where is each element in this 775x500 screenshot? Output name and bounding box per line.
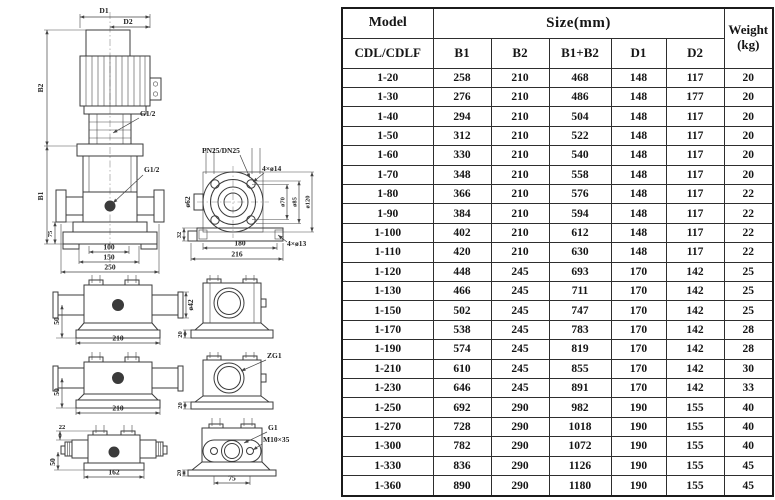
value-cell: 22 — [724, 204, 773, 223]
dim-b1-label: B1 — [36, 191, 45, 201]
value-cell: 245 — [491, 301, 549, 320]
value-cell: 190 — [611, 456, 666, 475]
value-cell: 348 — [433, 165, 491, 184]
value-cell: 245 — [491, 340, 549, 359]
value-cell: 20 — [724, 146, 773, 165]
g12-upper-label: G1/2 — [140, 109, 156, 118]
value-cell: 486 — [549, 87, 611, 106]
value-cell: 170 — [611, 262, 666, 281]
value-cell: 747 — [549, 301, 611, 320]
dimension-table — [341, 7, 774, 497]
dimension-table-container — [341, 7, 774, 497]
value-cell: 117 — [666, 204, 724, 223]
value-cell: 155 — [666, 476, 724, 496]
value-cell: 117 — [666, 107, 724, 126]
flange-plan-view — [176, 146, 314, 261]
table-row — [342, 126, 773, 145]
value-cell: 711 — [549, 281, 611, 300]
model-cell: 1-80 — [342, 184, 433, 203]
value-cell: 728 — [433, 417, 491, 436]
value-cell: 210 — [491, 87, 549, 106]
value-cell: 148 — [611, 243, 666, 262]
value-cell: 312 — [433, 126, 491, 145]
value-cell: 210 — [491, 107, 549, 126]
value-cell: 155 — [666, 456, 724, 475]
value-cell: 384 — [433, 204, 491, 223]
value-cell: 210 — [491, 184, 549, 203]
table-row — [342, 359, 773, 378]
v4-dim-75-label: 75 — [228, 473, 236, 483]
value-cell: 142 — [666, 301, 724, 320]
value-cell: 20 — [724, 107, 773, 126]
value-cell: 576 — [549, 184, 611, 203]
value-cell: 290 — [491, 456, 549, 475]
model-cell: 1-360 — [342, 476, 433, 496]
model-cell: 1-70 — [342, 165, 433, 184]
value-cell: 170 — [611, 301, 666, 320]
model-cell: 1-60 — [342, 146, 433, 165]
dim-100-label: 100 — [103, 242, 115, 252]
value-cell: 148 — [611, 223, 666, 242]
value-cell: 148 — [611, 146, 666, 165]
table-row — [342, 301, 773, 320]
value-cell: 45 — [724, 476, 773, 496]
value-cell: 783 — [549, 320, 611, 339]
value-cell: 142 — [666, 359, 724, 378]
value-cell: 30 — [724, 359, 773, 378]
value-cell: 28 — [724, 320, 773, 339]
table-row — [342, 398, 773, 417]
value-cell: 245 — [491, 281, 549, 300]
value-cell: 1180 — [549, 476, 611, 496]
v4-dim-22-label: 22 — [58, 424, 66, 431]
dim-32-label: 32 — [176, 231, 183, 239]
value-cell: 20 — [724, 165, 773, 184]
value-cell: 142 — [666, 262, 724, 281]
v4-dim-50-label: 50 — [48, 458, 57, 466]
value-cell: 170 — [611, 359, 666, 378]
header-col-d1: D1 — [611, 38, 666, 68]
model-cell: 1-190 — [342, 340, 433, 359]
value-cell: 117 — [666, 126, 724, 145]
header-weight-line2: (kg) — [737, 37, 760, 53]
value-cell: 890 — [433, 476, 491, 496]
value-cell: 891 — [549, 379, 611, 398]
value-cell: 148 — [611, 126, 666, 145]
value-cell: 290 — [491, 437, 549, 456]
base-view-2 — [52, 352, 183, 415]
value-cell: 117 — [666, 184, 724, 203]
table-row — [342, 184, 773, 203]
motor — [80, 30, 161, 114]
table-row — [342, 68, 773, 87]
value-cell: 468 — [549, 68, 611, 87]
v3-dim-50-label: 50 — [52, 388, 61, 396]
value-cell: 646 — [433, 379, 491, 398]
value-cell: 22 — [724, 243, 773, 262]
value-cell: 1126 — [549, 456, 611, 475]
value-cell: 117 — [666, 68, 724, 87]
value-cell: 117 — [666, 146, 724, 165]
value-cell: 504 — [549, 107, 611, 126]
value-cell: 190 — [611, 476, 666, 496]
value-cell: 117 — [666, 243, 724, 262]
value-cell: 210 — [491, 165, 549, 184]
elevation-view — [36, 6, 164, 274]
base-view-1 — [52, 275, 195, 345]
value-cell: 155 — [666, 417, 724, 436]
dia-70-label: ø70 — [279, 197, 287, 207]
value-cell: 25 — [724, 281, 773, 300]
v2-dim-50-label: 50 — [52, 317, 61, 325]
value-cell: 1072 — [549, 437, 611, 456]
header-col-b1b2: B1+B2 — [549, 38, 611, 68]
model-cell: 1-90 — [342, 204, 433, 223]
dim-75-label: 75 — [47, 230, 54, 238]
value-cell: 177 — [666, 87, 724, 106]
oval-flange-view — [176, 418, 290, 485]
value-cell: 330 — [433, 146, 491, 165]
value-cell: 290 — [491, 398, 549, 417]
value-cell: 693 — [549, 262, 611, 281]
elevation-dimensions — [36, 6, 160, 274]
value-cell: 142 — [666, 281, 724, 300]
v2-dim-210-label: 210 — [112, 333, 124, 343]
table-row — [342, 417, 773, 436]
header-size-group: Size(mm) — [433, 8, 724, 38]
value-cell: 210 — [491, 223, 549, 242]
header-col-b2: B2 — [491, 38, 549, 68]
table-row — [342, 146, 773, 165]
model-cell: 1-50 — [342, 126, 433, 145]
dim-b2-label: B2 — [36, 83, 45, 93]
value-cell: 148 — [611, 184, 666, 203]
dim-150-label: 150 — [103, 252, 115, 262]
value-cell: 190 — [611, 437, 666, 456]
value-cell: 28 — [724, 340, 773, 359]
v4-dim-162-label: 162 — [108, 467, 120, 477]
header-weight-line1: Weight — [728, 22, 769, 38]
value-cell: 420 — [433, 243, 491, 262]
v2-dia-42-label: ø42 — [186, 299, 195, 311]
value-cell: 245 — [491, 320, 549, 339]
value-cell: 117 — [666, 165, 724, 184]
value-cell: 290 — [491, 417, 549, 436]
value-cell: 210 — [491, 68, 549, 87]
table-row — [342, 281, 773, 300]
value-cell: 155 — [666, 398, 724, 417]
v2-dim-20-label: 20 — [177, 331, 184, 338]
value-cell: 366 — [433, 184, 491, 203]
value-cell: 142 — [666, 379, 724, 398]
value-cell: 1018 — [549, 417, 611, 436]
dia-62-label: ø62 — [183, 196, 192, 208]
model-cell: 1-330 — [342, 456, 433, 475]
model-cell: 1-230 — [342, 379, 433, 398]
value-cell: 290 — [491, 476, 549, 496]
value-cell: 522 — [549, 126, 611, 145]
value-cell: 982 — [549, 398, 611, 417]
value-cell: 142 — [666, 340, 724, 359]
pn-dn-label: PN25/DN25 — [202, 146, 240, 155]
value-cell: 402 — [433, 223, 491, 242]
base-view-3 — [48, 424, 167, 479]
value-cell: 148 — [611, 87, 666, 106]
value-cell: 148 — [611, 165, 666, 184]
value-cell: 148 — [611, 68, 666, 87]
value-cell: 20 — [724, 126, 773, 145]
v4-m10-label: M10×35 — [263, 435, 290, 444]
value-cell: 190 — [611, 417, 666, 436]
value-cell: 210 — [491, 126, 549, 145]
table-row — [342, 223, 773, 242]
value-cell: 40 — [724, 417, 773, 436]
value-cell: 245 — [491, 262, 549, 281]
model-cell: 1-40 — [342, 107, 433, 126]
value-cell: 245 — [491, 379, 549, 398]
value-cell: 258 — [433, 68, 491, 87]
value-cell: 819 — [549, 340, 611, 359]
header-model: Model — [342, 8, 433, 38]
value-cell: 190 — [611, 398, 666, 417]
value-cell: 782 — [433, 437, 491, 456]
value-cell: 170 — [611, 340, 666, 359]
header-col-d2: D2 — [666, 38, 724, 68]
value-cell: 22 — [724, 184, 773, 203]
table-header — [342, 8, 773, 68]
table-row — [342, 456, 773, 475]
v4-dim-20-label: 20 — [176, 469, 183, 477]
model-cell: 1-110 — [342, 243, 433, 262]
table-row — [342, 107, 773, 126]
model-cell: 1-210 — [342, 359, 433, 378]
value-cell: 148 — [611, 204, 666, 223]
value-cell: 25 — [724, 262, 773, 281]
model-cell: 1-170 — [342, 320, 433, 339]
value-cell: 502 — [433, 301, 491, 320]
header-weight — [724, 8, 773, 68]
technical-drawing — [0, 0, 335, 500]
table-row — [342, 165, 773, 184]
value-cell: 612 — [549, 223, 611, 242]
model-cell: 1-150 — [342, 301, 433, 320]
value-cell: 210 — [491, 204, 549, 223]
value-cell: 692 — [433, 398, 491, 417]
port-view-2 — [177, 351, 282, 409]
g12-lower-label: G1/2 — [144, 165, 160, 174]
value-cell: 22 — [724, 223, 773, 242]
value-cell: 142 — [666, 320, 724, 339]
table-row — [342, 476, 773, 496]
value-cell: 466 — [433, 281, 491, 300]
value-cell: 20 — [724, 87, 773, 106]
value-cell: 855 — [549, 359, 611, 378]
value-cell: 148 — [611, 107, 666, 126]
dim-216-label: 216 — [231, 249, 243, 259]
table-row — [342, 340, 773, 359]
table-body — [342, 68, 773, 496]
v3-dim-210-label: 210 — [112, 403, 124, 413]
model-cell: 1-250 — [342, 398, 433, 417]
model-cell: 1-120 — [342, 262, 433, 281]
value-cell: 40 — [724, 398, 773, 417]
value-cell: 170 — [611, 320, 666, 339]
table-row — [342, 320, 773, 339]
header-model-sub: CDL/CDLF — [342, 38, 433, 68]
value-cell: 20 — [724, 68, 773, 87]
dim-180-label: 180 — [234, 238, 246, 248]
model-cell: 1-30 — [342, 87, 433, 106]
value-cell: 25 — [724, 301, 773, 320]
value-cell: 558 — [549, 165, 611, 184]
value-cell: 276 — [433, 87, 491, 106]
dim-d2-label: D2 — [123, 17, 133, 26]
value-cell: 117 — [666, 223, 724, 242]
dim-d1-label: D1 — [99, 6, 109, 15]
value-cell: 40 — [724, 437, 773, 456]
v3-zg1-label: ZG1 — [267, 351, 282, 360]
value-cell: 210 — [491, 243, 549, 262]
table-row — [342, 87, 773, 106]
table-row — [342, 262, 773, 281]
value-cell: 33 — [724, 379, 773, 398]
table-row — [342, 204, 773, 223]
value-cell: 155 — [666, 437, 724, 456]
dia-85-label: ø85 — [291, 197, 299, 207]
model-cell: 1-20 — [342, 68, 433, 87]
dim-250-label: 250 — [104, 262, 116, 272]
table-row — [342, 437, 773, 456]
value-cell: 594 — [549, 204, 611, 223]
value-cell: 574 — [433, 340, 491, 359]
value-cell: 170 — [611, 379, 666, 398]
model-cell: 1-300 — [342, 437, 433, 456]
value-cell: 610 — [433, 359, 491, 378]
model-cell: 1-130 — [342, 281, 433, 300]
value-cell: 836 — [433, 456, 491, 475]
value-cell: 294 — [433, 107, 491, 126]
value-cell: 45 — [724, 456, 773, 475]
value-cell: 170 — [611, 281, 666, 300]
v4-g1-label: G1 — [268, 423, 278, 432]
v3-dim-20-label: 20 — [177, 402, 184, 409]
header-col-b1: B1 — [433, 38, 491, 68]
holes-13-label: 4×ø13 — [287, 239, 307, 248]
holes-14-label: 4×ø14 — [262, 164, 282, 173]
value-cell: 630 — [549, 243, 611, 262]
dia-120-label: ø120 — [304, 195, 312, 209]
model-cell: 1-270 — [342, 417, 433, 436]
table-row — [342, 243, 773, 262]
value-cell: 210 — [491, 146, 549, 165]
value-cell: 538 — [433, 320, 491, 339]
value-cell: 448 — [433, 262, 491, 281]
value-cell: 245 — [491, 359, 549, 378]
model-cell: 1-100 — [342, 223, 433, 242]
table-row — [342, 379, 773, 398]
value-cell: 540 — [549, 146, 611, 165]
